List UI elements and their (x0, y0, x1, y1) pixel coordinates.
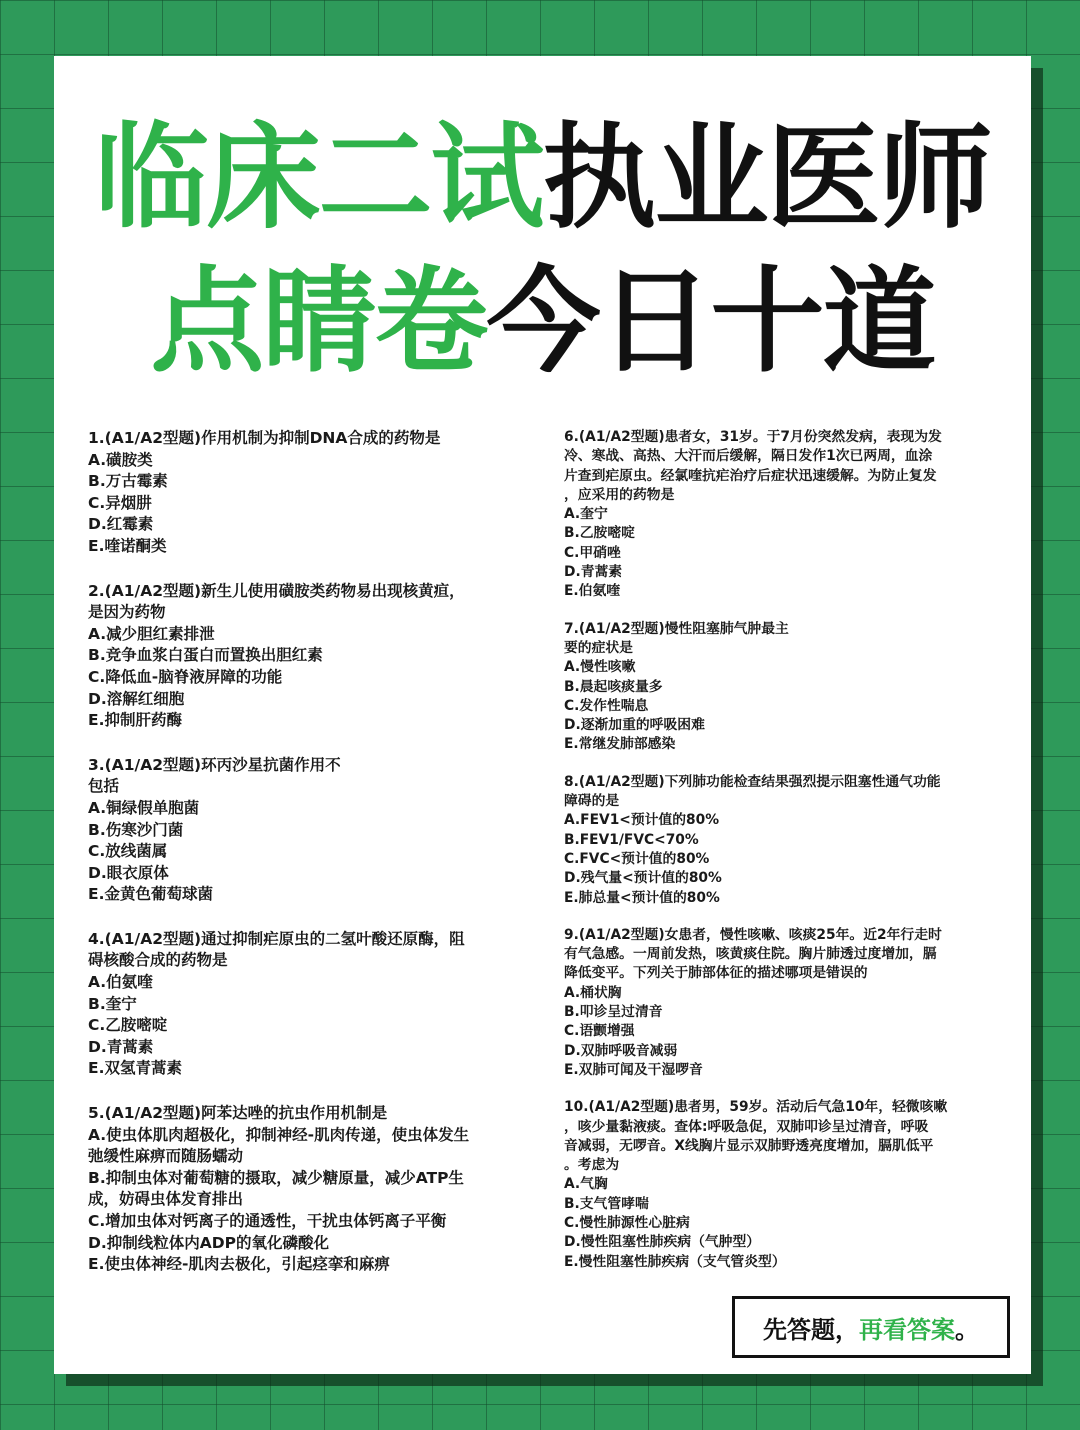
cta-text-end: 。 (955, 1315, 979, 1344)
question-block (564, 773, 994, 908)
answer-option: C.甲硝唑 (564, 544, 621, 561)
question-block (88, 929, 528, 1080)
answer-option: E.肺总量<预计值的80% (564, 889, 720, 906)
question-block (564, 620, 994, 755)
questions-right-column (564, 428, 994, 1290)
question-stem-line: 音减弱，无啰音。X线胸片显示双肺野透亮度增加，膈肌低平 (564, 1137, 934, 1154)
answer-option: C.语颤增强 (564, 1023, 635, 1040)
question-stem-line: 1.(A1/A2型题)作用机制为抑制DNA合成的药物是 (88, 429, 441, 447)
question-stem-line: 障碍的是 (564, 793, 620, 810)
answer-option: A.FEV1<预计值的80% (564, 812, 720, 829)
answer-option: D.红霉素 (88, 515, 154, 534)
answer-option: A.磺胺类 (88, 450, 153, 469)
answer-option: D.眼衣原体 (88, 863, 169, 882)
question-stem-line: 4.(A1/A2型题)通过抑制疟原虫的二氢叶酸还原酶，阻 (88, 929, 465, 948)
answer-option: E.使虫体神经-肌肉去极化，引起痉挛和麻痹 (88, 1255, 390, 1274)
question-stem-line: 。考虑为 (564, 1157, 620, 1174)
question-block (88, 1103, 528, 1276)
question-stem-line: 5.(A1/A2型题)阿苯达唑的抗虫作用机制是 (88, 1104, 388, 1123)
answer-option: A.慢性咳嗽 (564, 659, 636, 676)
answer-option: A.气胸 (564, 1176, 608, 1193)
answer-option: D.慢性阻塞性肺疾病（气肿型） (564, 1234, 761, 1251)
answer-option: D.溶解红细胞 (88, 689, 185, 708)
answer-option: C.增加虫体对钙离子的通透性，干扰虫体钙离子平衡 (88, 1212, 447, 1230)
question-block (564, 428, 994, 602)
answer-option: D.青蒿素 (88, 1037, 154, 1056)
answer-option: B.万古霉素 (88, 472, 168, 491)
answer-option: A.桶状胸 (564, 984, 622, 1001)
answer-option: E.双氢青蒿素 (88, 1059, 182, 1078)
questions-left-column (88, 428, 528, 1299)
question-block (88, 581, 528, 732)
answer-option: C.降低血-脑脊液屏障的功能 (88, 667, 283, 686)
answer-option: C.异烟肼 (88, 493, 152, 512)
question-stem-line: 包括 (88, 777, 120, 796)
answer-option: B.竞争血浆白蛋白而置换出胆红素 (88, 646, 323, 665)
question-stem-line: 片查到疟原虫。经氯喹抗疟治疗后症状迅速缓解。为防止复发 (564, 467, 937, 484)
answer-option: B.晨起咳痰量多 (564, 678, 663, 695)
answer-option: A.铜绿假单胞菌 (88, 798, 200, 817)
question-stem-line: 要的症状是 (564, 639, 633, 656)
cta-text-green: 再看答案 (859, 1315, 955, 1344)
answer-option: E.伯氨喹 (564, 583, 621, 600)
answer-option: 成，妨碍虫体发育排出 (88, 1190, 244, 1209)
answer-option: D.双肺呼吸音减弱 (564, 1042, 678, 1059)
answer-option: C.乙胺嘧啶 (88, 1016, 168, 1035)
question-stem-line: ，咳少量黏液痰。查体:呼吸急促，双肺叩诊呈过清音，呼吸 (564, 1118, 929, 1135)
title-line-2 (84, 252, 1001, 392)
question-block (564, 926, 994, 1080)
cta-text-black: 先答题， (763, 1315, 859, 1344)
answer-option: E.慢性阻塞性肺疾病（支气管炎型） (564, 1253, 786, 1270)
title-black-2: 今日十道 (486, 255, 935, 388)
answer-option: B.叩诊呈过清音 (564, 1004, 663, 1021)
question-stem-line: 3.(A1/A2型题)环丙沙星抗菌作用不 (88, 755, 341, 774)
answer-option: E.双肺可闻及干湿啰音 (564, 1061, 703, 1078)
answer-option: E.喹诺酮类 (88, 536, 167, 555)
title-green-2: 点睛卷 (150, 255, 487, 388)
question-stem-line: 10.(A1/A2型题)患者男，59岁。活动后气急10年，轻微咳嗽 (564, 1099, 948, 1116)
question-stem-line: 2.(A1/A2型题)新生儿使用磺胺类药物易出现核黄疸， (88, 581, 465, 600)
answer-option: D.残气量<预计值的80% (564, 870, 722, 887)
question-stem-line: 9.(A1/A2型题)女患者，慢性咳嗽、咳痰25年。近2年行走时 (564, 926, 942, 943)
question-stem-line: 7.(A1/A2型题)慢性阻塞肺气肿最主 (564, 620, 789, 637)
answer-option: C.慢性肺源性心脏病 (564, 1214, 690, 1231)
question-stem-line: 冷、寒战、高热、大汗而后缓解，隔日发作1次已两周，血涂 (564, 448, 933, 465)
question-stem-line: 碍核酸合成的药物是 (88, 951, 228, 970)
answer-option: A.奎宁 (564, 506, 608, 523)
answer-option: B.乙胺嘧啶 (564, 525, 635, 542)
question-stem-line: 是因为药物 (88, 603, 166, 622)
answer-option: B.抑制虫体对葡萄糖的摄取，减少糖原量，减少ATP生 (88, 1168, 464, 1187)
question-stem-line: 8.(A1/A2型题)下列肺功能检查结果强烈提示阻塞性通气功能 (564, 773, 941, 790)
answer-option: B.奎宁 (88, 994, 137, 1013)
answer-option: E.金黄色葡萄球菌 (88, 885, 213, 904)
question-stem-line: 降低变平。下列关于肺部体征的描述哪项是错误的 (564, 965, 868, 982)
question-block (564, 1098, 994, 1272)
answer-option: C.放线菌属 (88, 842, 168, 861)
title-green-1: 临床二试 (94, 111, 543, 244)
answer-option: E.常继发肺部感染 (564, 736, 676, 753)
question-stem-line: 6.(A1/A2型题)患者女，31岁。于7月份突然发病，表现为发 (564, 429, 942, 445)
question-sheet (54, 56, 1031, 1374)
answer-option: B.FEV1/FVC<70% (564, 831, 699, 848)
question-stem-line: 有气急感。一周前发热，咳黄痰住院。胸片肺透过度增加，膈 (564, 946, 937, 963)
title-line-1 (84, 108, 1001, 248)
cta-banner (732, 1296, 1010, 1358)
answer-option: 弛缓性麻痹而随肠蠕动 (88, 1147, 244, 1166)
answer-option: D.逐渐加重的呼吸困难 (564, 717, 705, 734)
answer-option: B.支气管哮喘 (564, 1195, 649, 1212)
answer-option: D.青蒿素 (564, 564, 623, 581)
answer-option: C.FVC<预计值的80% (564, 850, 710, 867)
answer-option: A.伯氨喹 (88, 973, 153, 992)
answer-option: D.抑制线粒体内ADP的氧化磷酸化 (88, 1233, 329, 1252)
title-black-1: 执业医师 (542, 111, 991, 244)
question-block (88, 755, 528, 906)
answer-option: B.伤寒沙门菌 (88, 820, 184, 839)
question-stem-line: ，应采用的药物是 (564, 486, 675, 503)
answer-option: A.减少胆红素排泄 (88, 624, 215, 643)
answer-option: A.使虫体肌肉超极化，抑制神经-肌肉传递，使虫体发生 (88, 1125, 470, 1144)
answer-option: E.抑制肝药酶 (88, 711, 182, 730)
answer-option: C.发作性喘息 (564, 697, 649, 714)
question-block (88, 428, 528, 558)
